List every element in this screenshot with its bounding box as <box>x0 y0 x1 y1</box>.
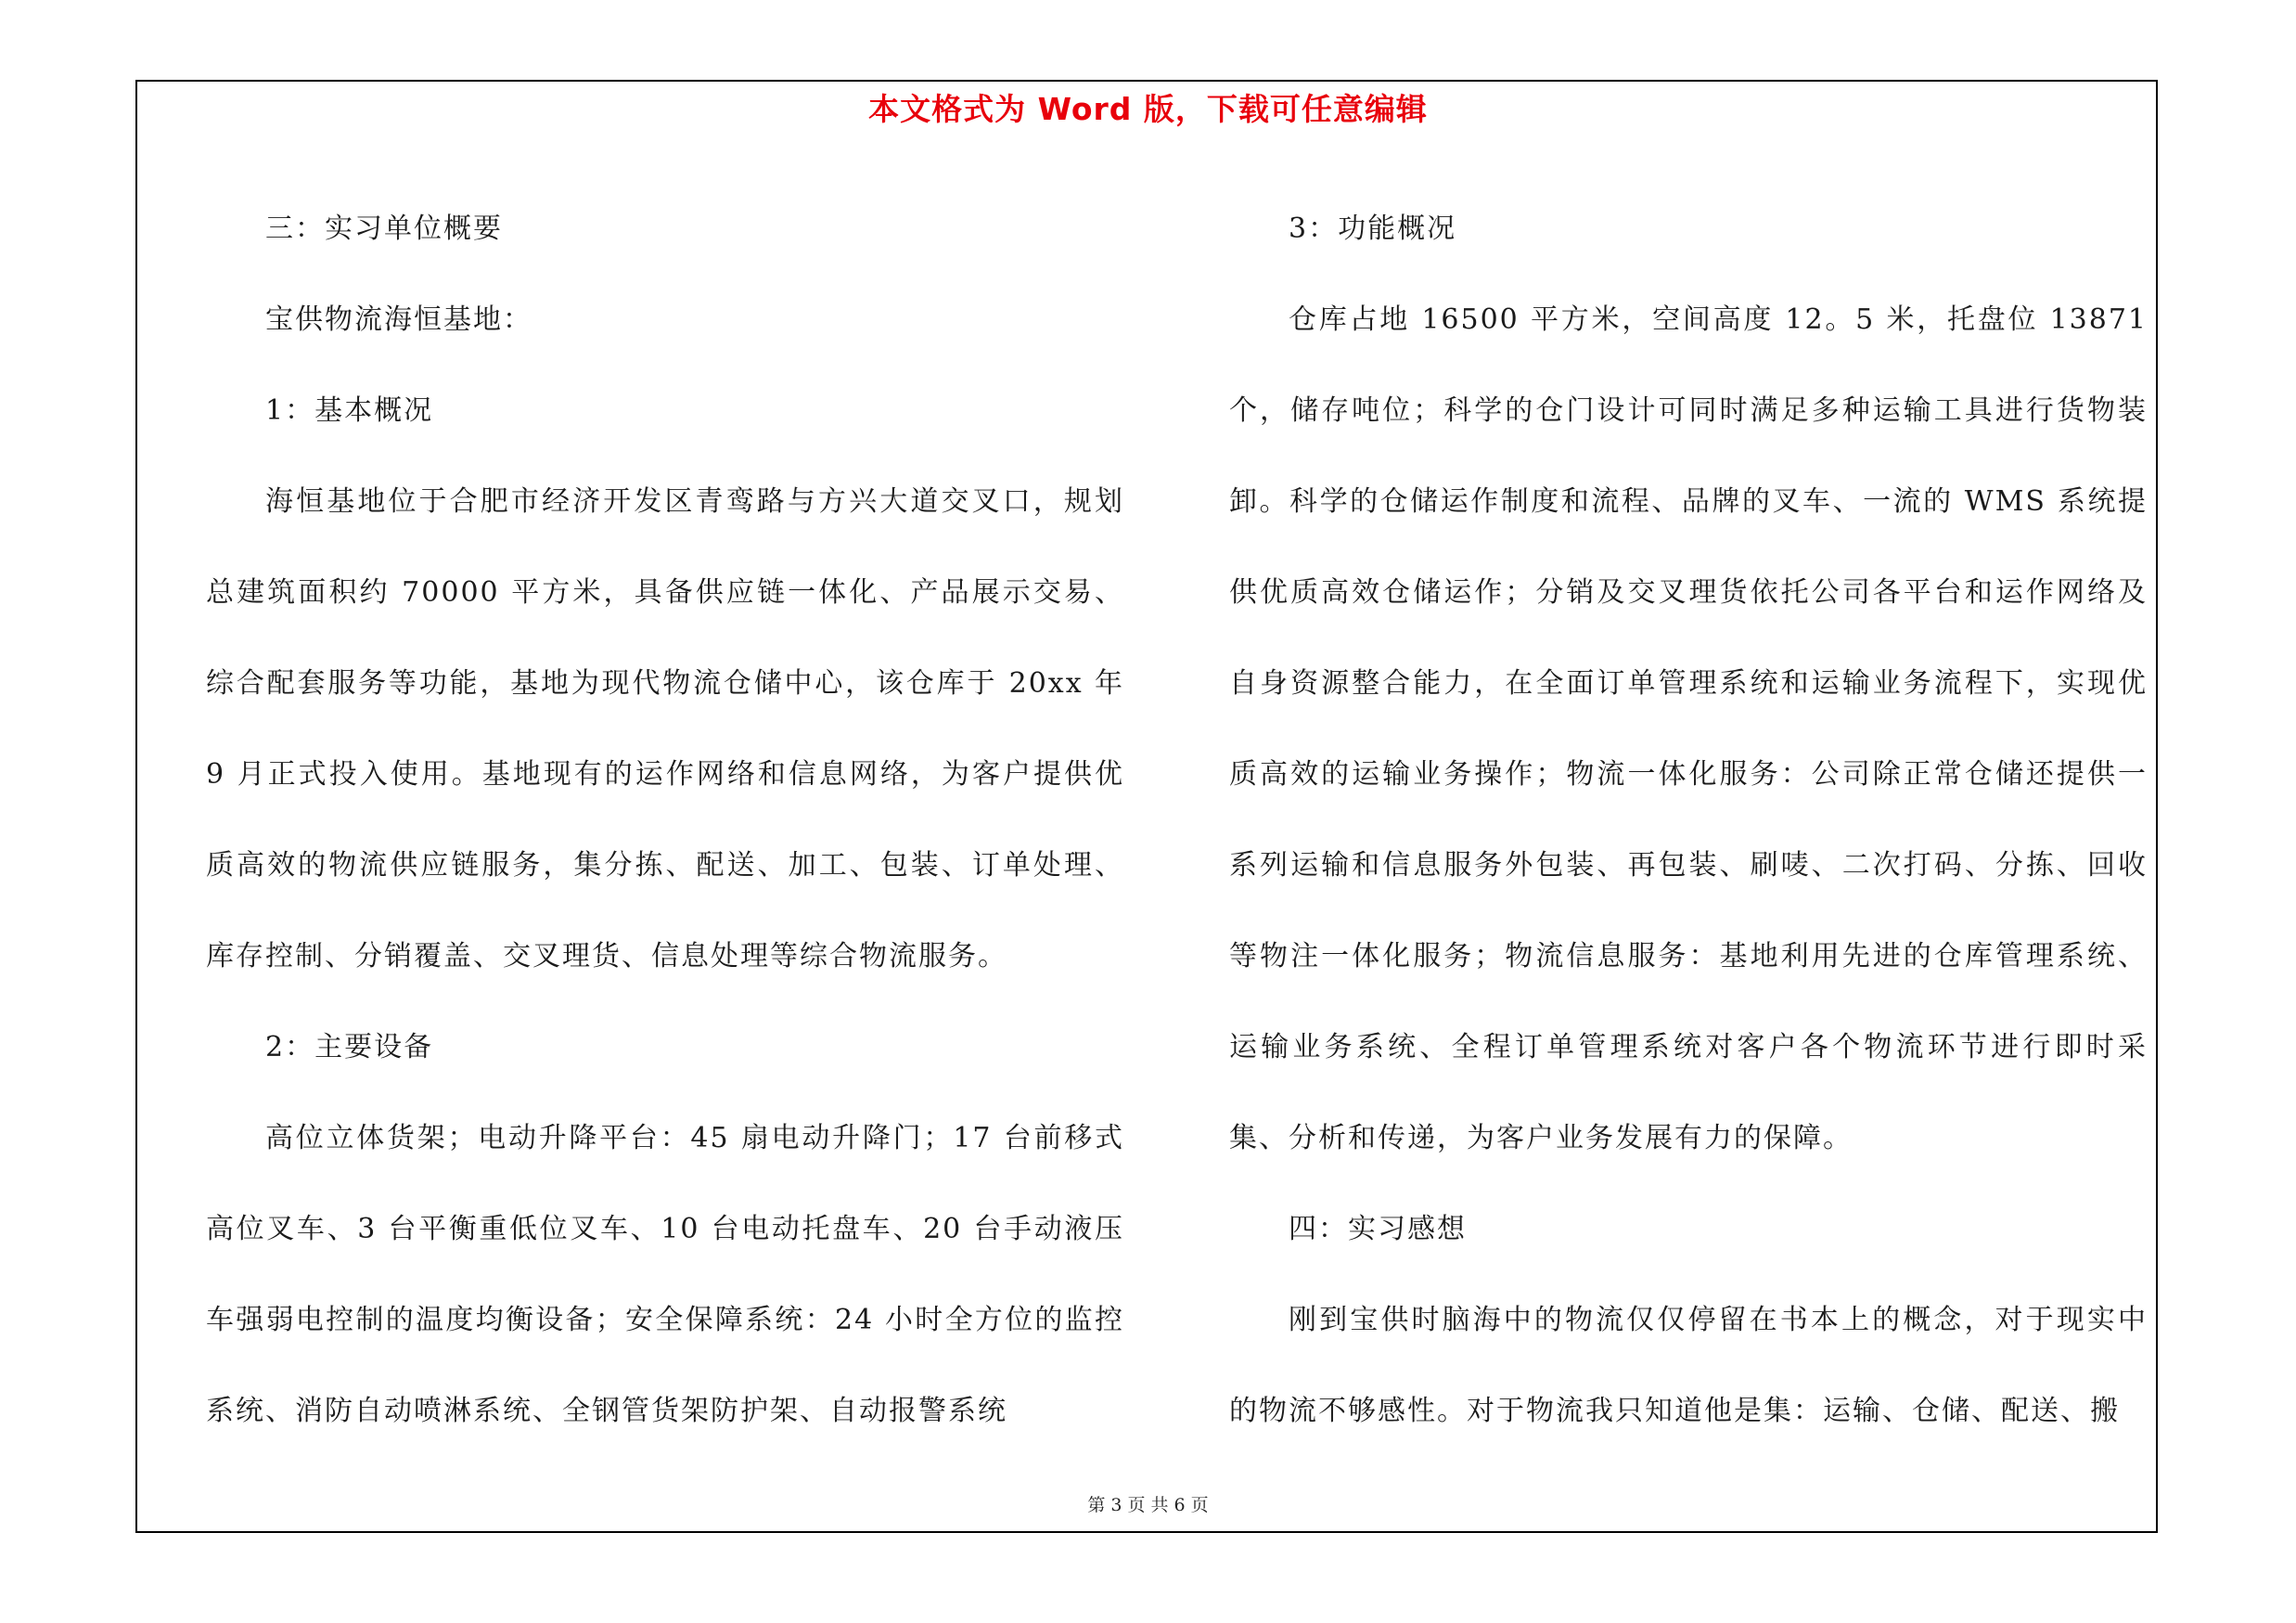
subheading-basic-overview: 1：基本概况 <box>265 394 434 427</box>
subheading-function-overview: 3：功能概况 <box>1289 213 1457 245</box>
base-name: 宝供物流海恒基地： <box>265 303 532 336</box>
paragraph-basic-overview: 海恒基地位于合肥市经济开发区青鸾路与方兴大道交叉口，规划总建筑面积约 70000 平方米，具备供应链一体化、产品展示交易、综合配套服务等功能，基地为现代物流仓储中心，该仓库于 20xx 年 9 月正式投入使用。基地现有的运作网络和信息网络，为客户提供优质高效的物流供应链服务，集分拣、配送、加工、包装、订单处理、库存控制、分销覆盖、交叉理货、信息处理等综合物流服务。 <box>206 485 1124 973</box>
left-column <box>206 184 1124 1457</box>
right-column <box>1229 184 2148 1457</box>
subheading-main-equipment: 2：主要设备 <box>265 1031 434 1063</box>
section-heading-overview: 三：实习单位概要 <box>265 213 503 245</box>
paragraph-reflections: 刚到宝供时脑海中的物流仅仅停留在书本上的概念，对于现实中的物流不够感性。对于物流我只知道他是集：运输、仓储、配送、搬 <box>1229 1304 2148 1427</box>
page-number-footer: 第 3 页 共 6 页 <box>1087 1495 1209 1515</box>
format-notice-banner: 本文格式为 Word 版，下载可任意编辑 <box>868 91 1428 127</box>
section-heading-reflections: 四：实习感想 <box>1289 1213 1467 1245</box>
paragraph-function-overview: 仓库占地 16500 平方米，空间高度 12。5 米，托盘位 13871 个，储存吨位；科学的仓门设计可同时满足多种运输工具进行货物装卸。科学的仓储运作制度和流程、品牌的叉车、一流的 WMS 系统提供优质高效仓储运作；分销及交叉理货依托公司各平台和运作网络及自身资源整合能力，在全面订单管理系统和运输业务流程下，实现优质高效的运输业务操作；物流一体化服务：公司除正常仓储还提供一系列运输和信息服务外包装、再包装、刷唛、二次打码、分拣、回收等物注一体化服务；物流信息服务：基地利用先进的仓库管理系统、运输业务系统、全程订单管理系统对客户各个物流环节进行即时采集、分析和传递，为客户业务发展有力的保障。 <box>1229 303 2148 1154</box>
paragraph-main-equipment: 高位立体货架；电动升降平台：45 扇电动升降门；17 台前移式高位叉车、3 台平衡重低位叉车、10 台电动托盘车、20 台手动液压车强弱电控制的温度均衡设备；安全保障系统：24 小时全方位的监控系统、消防自动喷淋系统、全钢管货架防护架、自动报警系统 <box>206 1122 1124 1427</box>
